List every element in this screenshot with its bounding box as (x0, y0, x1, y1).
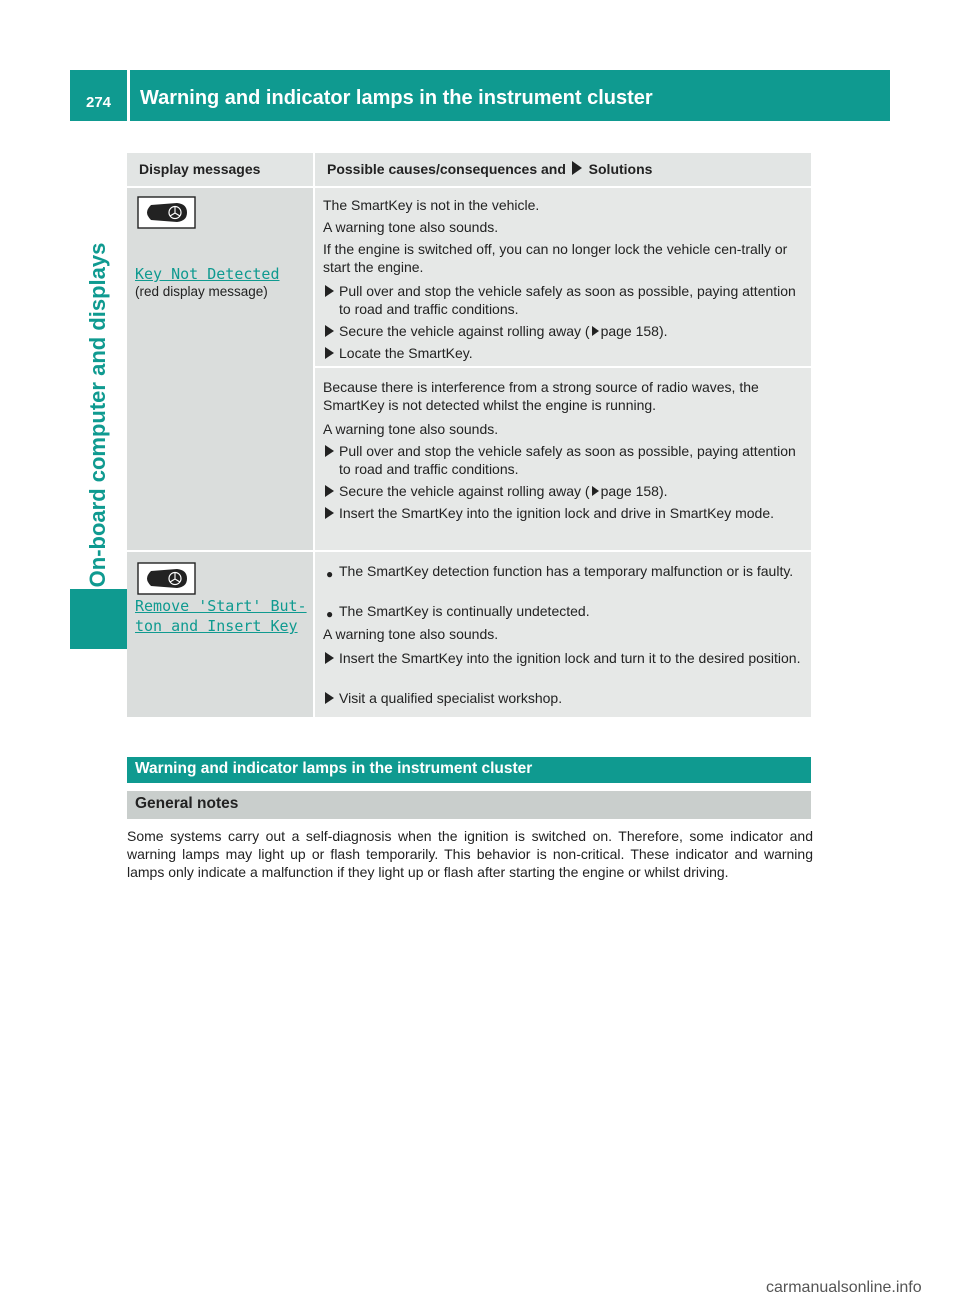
step-text: Pull over and stop the vehicle safely as soon as possible, paying attention to road and traffic conditions. (339, 443, 796, 477)
row1-b1-step (323, 282, 805, 318)
step-text: Secure the vehicle against rolling away ( (339, 323, 590, 339)
row1-b2-text: A warning tone also sounds. (323, 421, 499, 437)
smartkey-icon (137, 196, 197, 229)
side-tab (80, 242, 116, 588)
row2-causes-cell (315, 552, 811, 717)
page-ref-icon (592, 486, 599, 496)
subsection-title: General notes (135, 795, 239, 812)
row1-b2-text: Because there is interference from a strong source of radio waves, the SmartKey is not detected whilst the engine is running. (323, 379, 759, 413)
page-ref-link[interactable]: page 158). (600, 323, 668, 339)
step-text: Secure the vehicle against rolling away ( (339, 483, 590, 499)
step-arrow-icon (325, 325, 334, 337)
step-arrow-icon (325, 285, 334, 297)
row1-b2-step (323, 504, 805, 522)
row1-block2-cell (315, 368, 811, 550)
row1-b2-step (323, 442, 805, 478)
side-tab-marker (70, 589, 127, 649)
page-ref-link[interactable]: page 158). (600, 483, 668, 499)
page-title: Warning and indicator lamps in the instrument cluster (140, 87, 653, 109)
step-text: Insert the SmartKey into the ignition lock and turn it to the desired position. (339, 650, 801, 666)
page-ref-icon (592, 326, 599, 336)
col-header-solutions-text: Solutions (588, 161, 653, 177)
cause-text: The SmartKey detection function has a temporary malfunction or is faulty. (339, 563, 794, 579)
col-header-causes-text: Possible causes/consequences and (327, 161, 566, 177)
section-title: Warning and indicator lamps in the instrument cluster (135, 760, 533, 777)
step-arrow-icon (325, 692, 334, 704)
step-arrow-icon (325, 652, 334, 664)
step-arrow-icon (325, 445, 334, 457)
row2-text: A warning tone also sounds. (323, 626, 499, 642)
row2-step (323, 649, 805, 667)
row2-message-line1: Remove 'Start' But‐ (135, 597, 307, 615)
step-arrow-icon (325, 507, 334, 519)
step-text: Pull over and stop the vehicle safely as soon as possible, paying attention to road and traffic conditions. (339, 283, 796, 317)
row1-b1-text: The SmartKey is not in the vehicle. (323, 197, 540, 213)
row1-message: Key Not Detected (135, 265, 280, 283)
step-text: Visit a qualified specialist workshop. (339, 690, 563, 706)
row1-b1-step (323, 344, 805, 362)
side-tab-label: On-board computer and displays (85, 242, 110, 588)
solution-arrow-icon (572, 161, 582, 175)
page-number: 274 (86, 94, 112, 111)
col-header-causes (315, 153, 811, 186)
row1-b2-step (323, 482, 805, 500)
row1-b1-text: If the engine is switched off, you can no longer lock the vehicle cen-trally or start the engine. (323, 241, 788, 275)
row2-step (323, 689, 805, 707)
row1-display-cell (127, 188, 313, 550)
row1-b1-step (323, 322, 805, 340)
smartkey-icon (137, 562, 197, 595)
row2-display-cell (127, 552, 313, 717)
row1-note: (red display message) (135, 284, 268, 299)
step-text: Insert the SmartKey into the ignition lock and drive in SmartKey mode. (339, 505, 774, 521)
step-arrow-icon (325, 347, 334, 359)
col-header-display: Display messages (127, 153, 313, 186)
step-arrow-icon (325, 485, 334, 497)
watermark: carmanualsonline.info (766, 1279, 922, 1296)
bullet-icon: ● (326, 607, 334, 621)
row2-message-line2: ton and Insert Key (135, 617, 298, 635)
row1-block1-cell (315, 188, 811, 366)
row2-cause (323, 562, 805, 580)
step-text: Locate the SmartKey. (339, 345, 473, 361)
bullet-icon: ● (326, 567, 334, 581)
row2-cause (323, 602, 805, 620)
cause-text: The SmartKey is continually undetected. (339, 603, 590, 619)
general-notes-paragraph: Some systems carry out a self-diagnosis when the ignition is switched on. Therefore, some indicator and warning lamps may light up or flash temporarily. This behavior is non-critical. These indicator and warning lamps only indicate a malfunction if they light up or flash after starting the engine or whilst driving. (127, 828, 813, 880)
row1-b1-text: A warning tone also sounds. (323, 219, 499, 235)
